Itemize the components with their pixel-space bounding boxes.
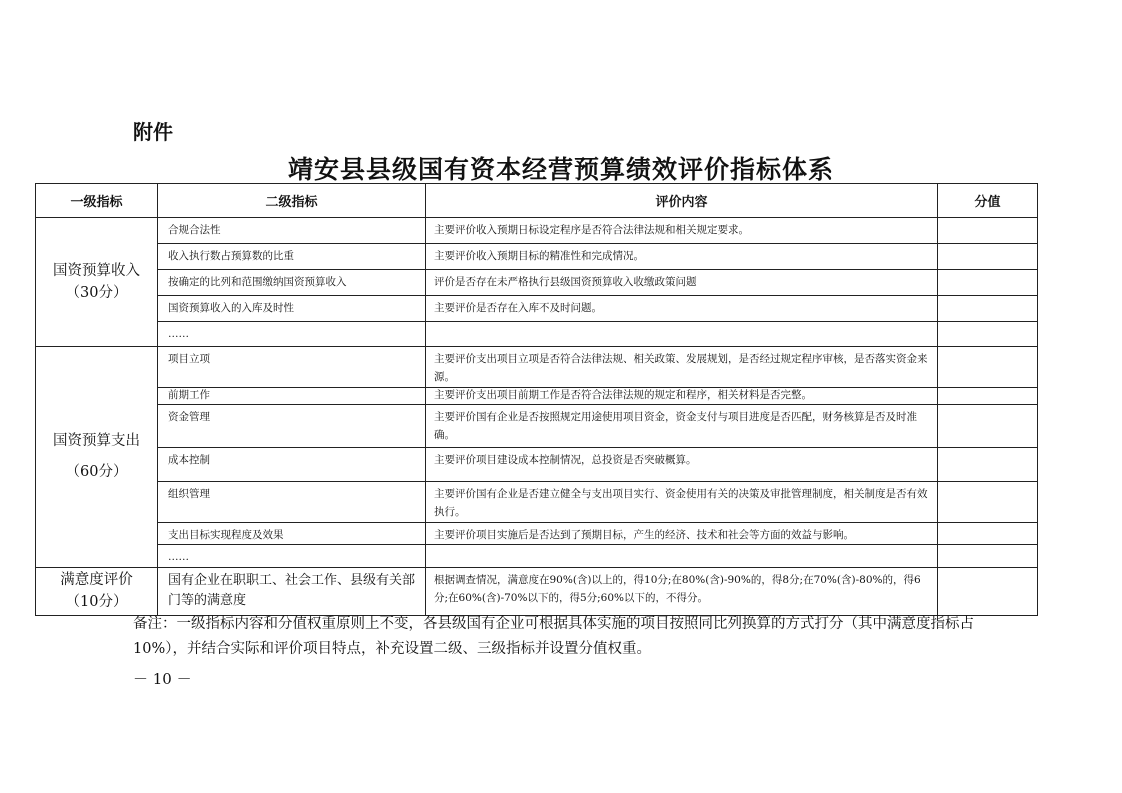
table-row: [36, 296, 1038, 322]
level1-score: （30分）: [65, 285, 128, 301]
table-row: [36, 387, 1038, 404]
score-cell: [938, 296, 1038, 322]
table-row: [36, 404, 1038, 447]
content-cell: [426, 544, 938, 567]
level1-expense: [36, 347, 158, 568]
level1-score: （10分）: [65, 594, 128, 611]
content-cell: 主要评价国有企业是否建立健全与支出项目实行、资金使用有关的决策及审批管理制度，相关制度是否有效执行。: [426, 481, 938, 522]
level1-label: 国资预算支出: [53, 433, 140, 450]
level1-score: （60分）: [65, 463, 128, 480]
attachment-label: 附件: [133, 120, 173, 144]
table-row: [36, 244, 1038, 270]
score-cell: [938, 404, 1038, 447]
score-cell: [938, 270, 1038, 296]
level2-cell: 组织管理: [158, 481, 426, 522]
level2-cell: 项目立项: [158, 347, 426, 388]
level2-cell: 成本控制: [158, 447, 426, 481]
header-content: 评价内容: [426, 184, 938, 218]
level2-cell: 按确定的比列和范围缴纳国资预算收入: [158, 270, 426, 296]
level2-cell: 国有企业在职职工、社会工作、县级有关部门等的满意度: [158, 567, 426, 615]
table-row: [36, 522, 1038, 544]
score-cell: [938, 567, 1038, 615]
level2-cell: ……: [158, 544, 426, 567]
score-cell: [938, 544, 1038, 567]
table-row: [36, 544, 1038, 567]
table-note: 备注：一级指标内容和分值权重原则上不变，各县级国有企业可根据具体实施的项目按照同比列换算的方式打分（其中满意度指标占10%），并结合实际和评价项目特点，补充设置二级、三级指标并设置分值权重。: [133, 616, 974, 657]
score-cell: [938, 522, 1038, 544]
level1-label: 满意度评价: [60, 571, 133, 588]
level2-cell: 资金管理: [158, 404, 426, 447]
content-cell: 评价是否存在未严格执行县级国资预算收入收缴政策问题: [426, 270, 938, 296]
content-cell: 主要评价收入预期目标的精准性和完成情况。: [426, 244, 938, 270]
header-score: 分值: [938, 184, 1038, 218]
content-cell: 主要评价项目实施后是否达到了预期目标，产生的经济、技术和社会等方面的效益与影响。: [426, 522, 938, 544]
table-row: [36, 322, 1038, 347]
score-cell: [938, 447, 1038, 481]
table-row: [36, 447, 1038, 481]
level2-cell: 国资预算收入的入库及时性: [158, 296, 426, 322]
content-cell: [426, 322, 938, 347]
level1-label: 国资预算收入: [53, 262, 140, 279]
score-cell: [938, 387, 1038, 404]
page-number: － 10 －: [133, 670, 192, 688]
level2-cell: 支出目标实现程度及效果: [158, 522, 426, 544]
level2-cell: ……: [158, 322, 426, 347]
indicator-table: [35, 183, 1038, 616]
score-cell: [938, 347, 1038, 388]
score-cell: [938, 322, 1038, 347]
level2-cell: 收入执行数占预算数的比重: [158, 244, 426, 270]
table-row: [36, 218, 1038, 244]
content-cell: 主要评价项目建设成本控制情况，总投资是否突破概算。: [426, 447, 938, 481]
content-cell: 主要评价国有企业是否按照规定用途使用项目资金，资金支付与项目进度是否匹配，财务核算是否及时准确。: [426, 404, 938, 447]
score-cell: [938, 218, 1038, 244]
table-header-row: [36, 184, 1038, 218]
content-cell: 根据调查情况，满意度在90%(含)以上的，得10分;在80%(含)-90%的，得8分;在70%(含)-80%的，得6分;在60%(含)-70%以下的，得5分;60%以下的，不得分。: [426, 567, 938, 615]
content-cell: 主要评价是否存在入库不及时问题。: [426, 296, 938, 322]
level2-cell: 前期工作: [158, 387, 426, 404]
level1-satisfaction: [36, 567, 158, 615]
table-row: [36, 270, 1038, 296]
header-level2: 二级指标: [158, 184, 426, 218]
content-cell: 主要评价支出项目前期工作是否符合法律法规的规定和程序，相关材料是否完整。: [426, 387, 938, 404]
table-row: [36, 481, 1038, 522]
content-cell: 主要评价收入预期日标设定程序是否符合法律法规和相关规定要求。: [426, 218, 938, 244]
header-level1: 一级指标: [36, 184, 158, 218]
table-row: [36, 567, 1038, 615]
table-row: [36, 347, 1038, 388]
level2-cell: 合规合法性: [158, 218, 426, 244]
score-cell: [938, 244, 1038, 270]
content-cell: 主要评价支出项目立项是否符合法律法规、相关政策、发展规划，是否经过规定程序审核，是否落实资金来源。: [426, 347, 938, 388]
document-title: 靖安县县级国有资本经营预算绩效评价指标体系: [287, 155, 834, 184]
level1-income: [36, 218, 158, 347]
score-cell: [938, 481, 1038, 522]
